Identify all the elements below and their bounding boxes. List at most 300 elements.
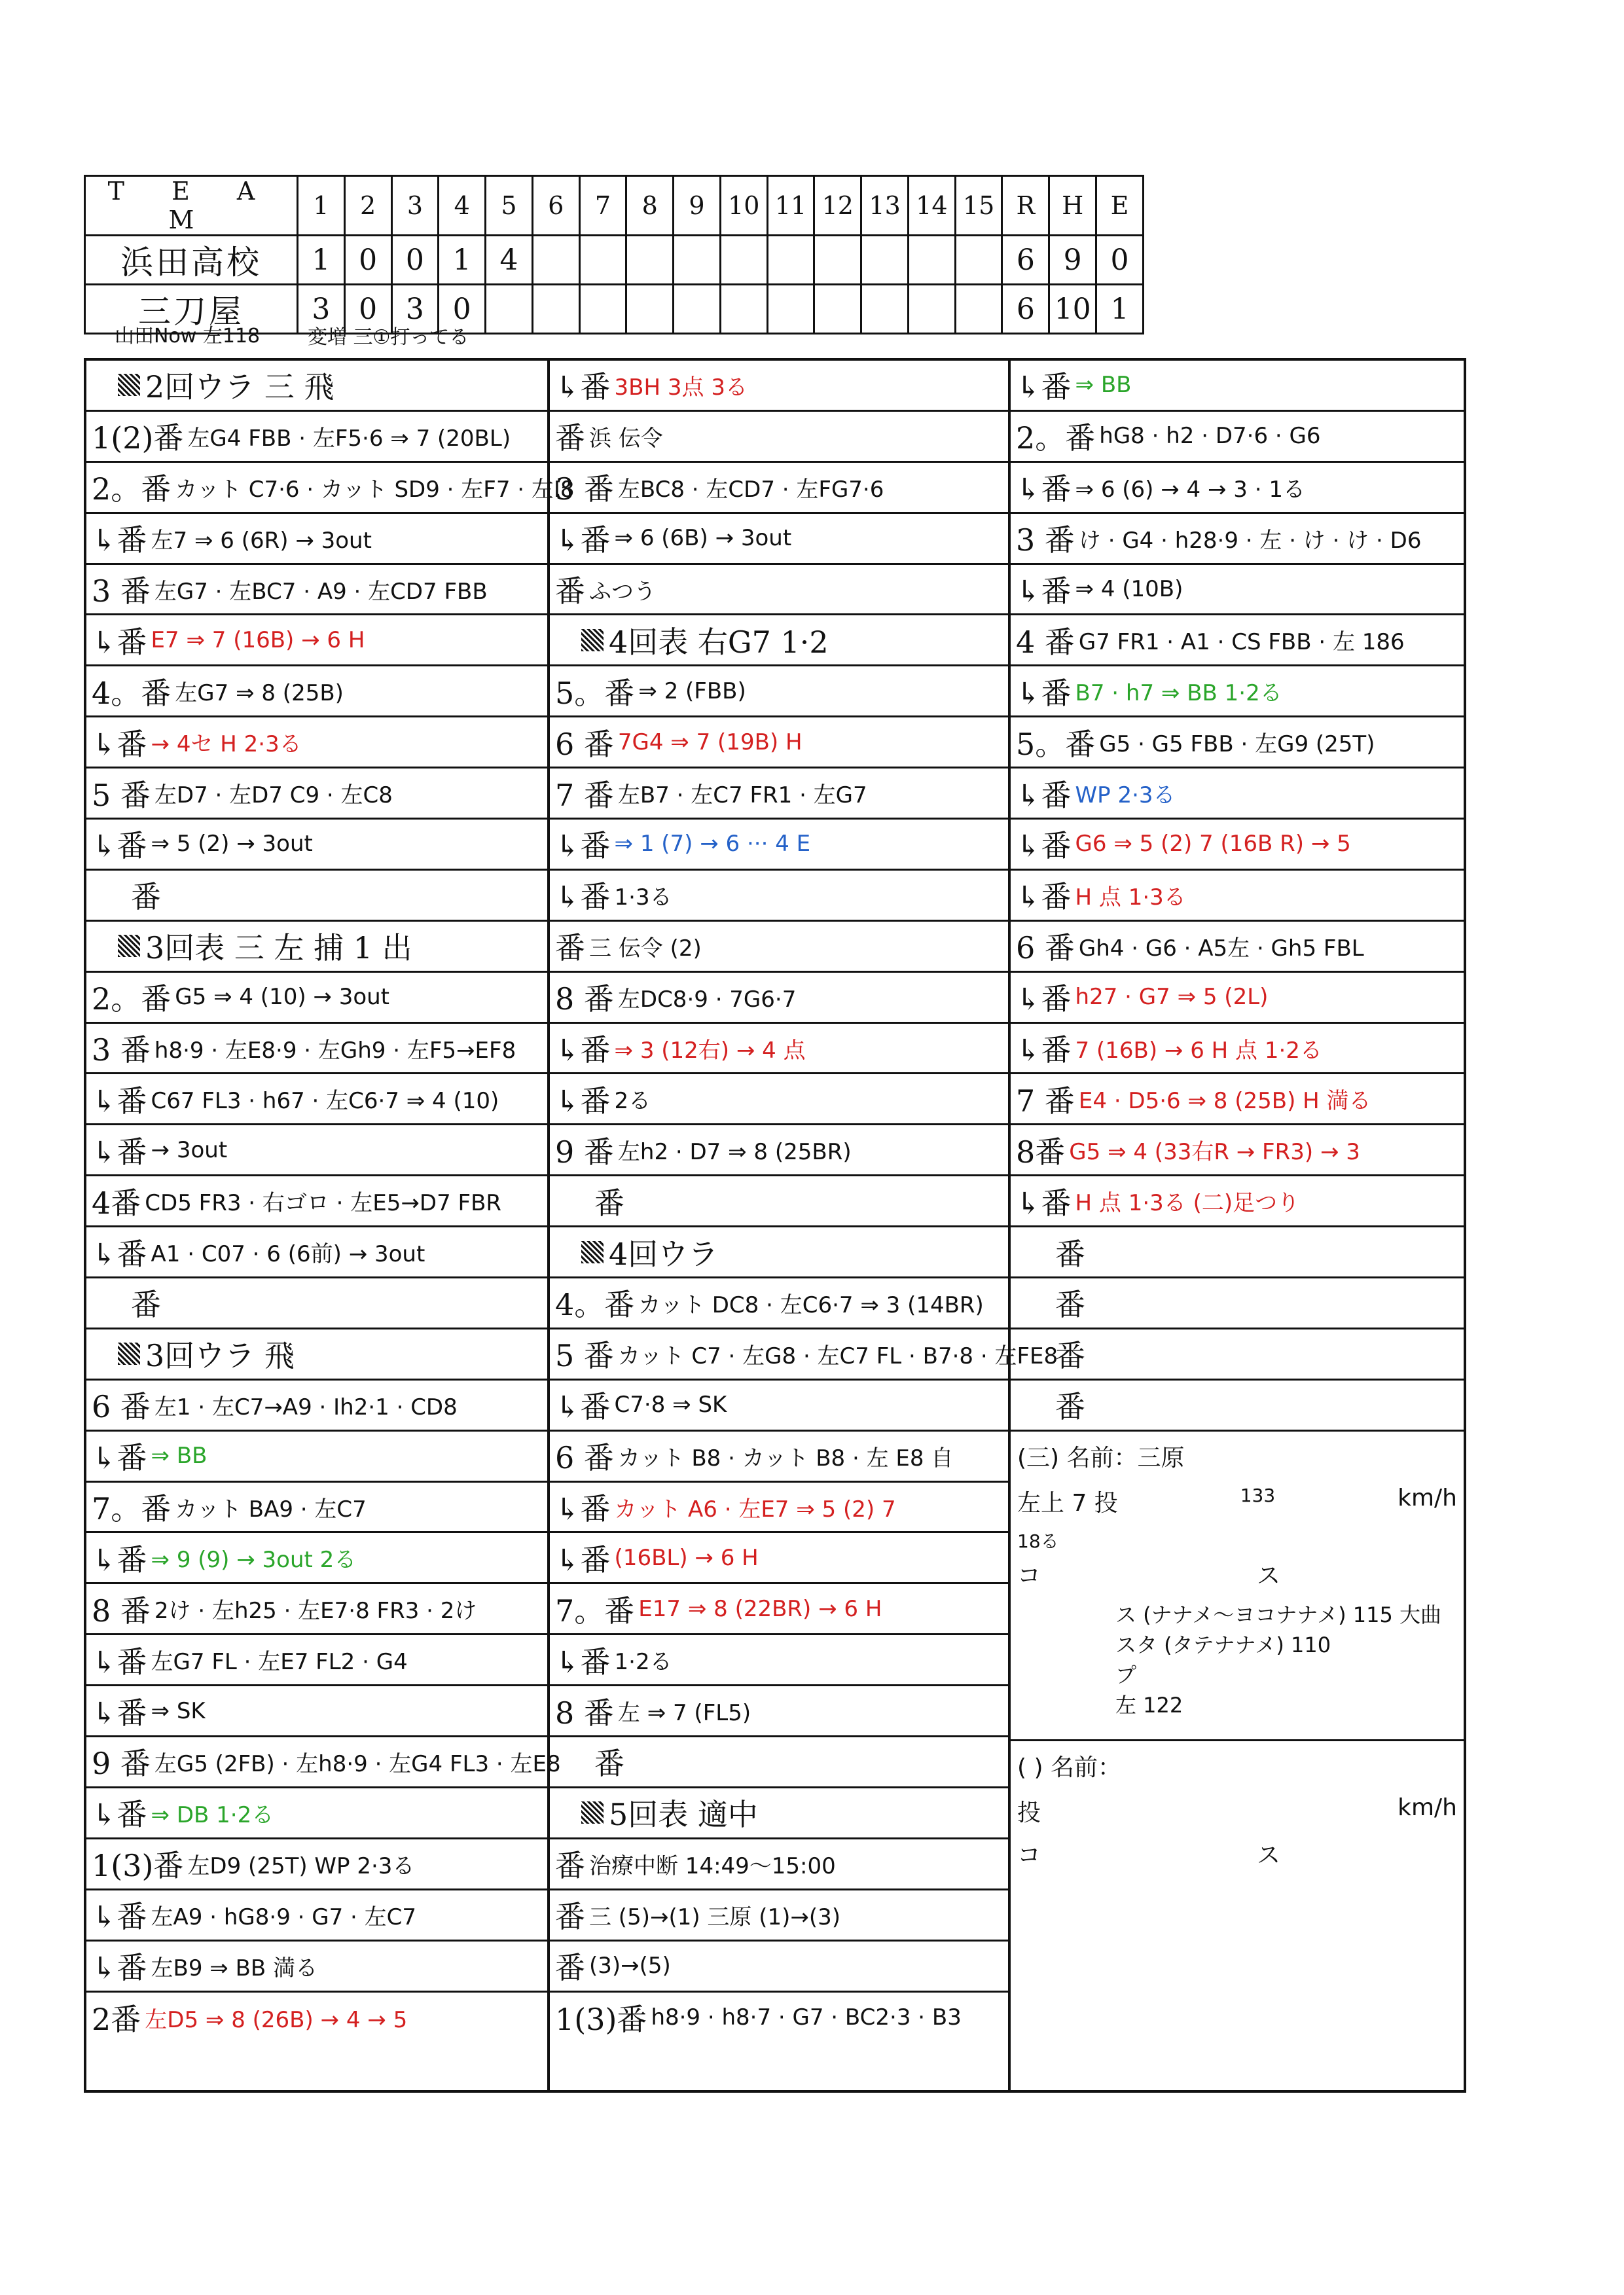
at-bat-row: [86, 514, 547, 565]
at-bat-row: [550, 412, 1008, 463]
at-bat-row: [86, 1839, 547, 1890]
batter-order: 1(3)番: [92, 1848, 184, 1884]
batter-order: 9 番: [555, 1134, 614, 1170]
batter-order: 6 番: [1016, 930, 1075, 966]
play-notation: A1 · C07 · 6 (6前) → 3out: [151, 1241, 425, 1268]
at-bat-row: [1011, 565, 1464, 616]
score-cell: [767, 285, 814, 334]
batter-order: 番: [594, 1746, 624, 1782]
at-bat-row: [550, 871, 1008, 922]
score-cell: [814, 236, 861, 285]
at-bat-row: [86, 1483, 547, 1534]
co-su-row: [1017, 1837, 1457, 1870]
play-notation: 左G7 FL · 左E7 FL2 · G4: [151, 1649, 408, 1676]
at-bat-row: [1011, 871, 1464, 922]
hatch-mark: [581, 629, 604, 651]
batter-order: ↳番: [555, 522, 611, 558]
batter-order: 3 番: [1016, 522, 1075, 558]
at-bat-row: [550, 1839, 1008, 1890]
play-notation: 左BC8 · 左CD7 · 左FG7·6: [617, 476, 884, 503]
control-label: コ: [1017, 1841, 1041, 1869]
at-bat-row: [1011, 922, 1464, 973]
inning-header: 8: [626, 176, 674, 236]
batter-order: 番: [1055, 1389, 1085, 1425]
play-notation: E4 · D5·6 ⇒ 8 (25B) H 満る: [1078, 1088, 1371, 1115]
pitch-row: [1017, 1485, 1457, 1518]
line-score-row: [85, 236, 1144, 285]
at-bat-row: [550, 666, 1008, 717]
speed-unit: km/h: [1398, 1794, 1457, 1821]
inning-header: [86, 922, 547, 973]
play-notation: 1·2る: [614, 1649, 672, 1676]
at-bat-row: [86, 565, 547, 616]
at-bat-row: [1011, 820, 1464, 871]
at-bat-row: [86, 666, 547, 717]
at-bat-row: [550, 1381, 1008, 1432]
play-notation: ⇒ 1 (7) → 6 ··· 4 E: [614, 831, 811, 858]
inning-header: 10: [720, 176, 767, 236]
at-bat-row: [86, 820, 547, 871]
inning-header: 3: [391, 176, 439, 236]
batter-order: ↳番: [92, 1695, 147, 1731]
batter-order: 番: [555, 573, 585, 609]
batter-order: 8 番: [555, 981, 614, 1017]
at-bat-row: [550, 1432, 1008, 1483]
hatch-mark: [118, 374, 140, 396]
at-bat-row: [86, 717, 547, 768]
column-3: [1008, 361, 1464, 2090]
control-label: コ: [1017, 1562, 1041, 1589]
batter-order: ↳番: [1016, 828, 1072, 864]
at-bat-row: [86, 1942, 547, 1993]
play-notation: 三 (5)→(1) 三原 (1)→(3): [589, 1904, 841, 1930]
at-bat-row: [550, 922, 1008, 973]
play-notation: 浜 伝令: [589, 425, 663, 452]
inning-header: 4: [439, 176, 486, 236]
speed-label: ス: [1257, 1562, 1281, 1589]
play-notation: 7G4 ⇒ 7 (19B) H: [617, 729, 803, 755]
at-bat-row: [1011, 1176, 1464, 1227]
score-cell: [955, 236, 1002, 285]
at-bat-row: [550, 1942, 1008, 1993]
at-bat-row: [1011, 412, 1464, 463]
pitch-type-line: スタ (タテナナメ) 110: [1115, 1632, 1331, 1657]
at-bat-row: [86, 1737, 561, 1788]
team-name: 浜田高校: [85, 236, 298, 285]
pitch-side: 投: [1017, 1799, 1041, 1826]
play-notation: ⇒ BB: [1075, 372, 1132, 399]
at-bat-row: [550, 1483, 1008, 1534]
batter-order: 7 番: [1016, 1083, 1075, 1119]
inning-header: 6: [532, 176, 579, 236]
at-bat-row: [86, 1278, 547, 1329]
pitch-count: 18る: [1017, 1530, 1059, 1552]
at-bat-row: [86, 1074, 547, 1125]
hatch-mark: [581, 1801, 604, 1824]
play-notation: ⇒ 3 (12右) → 4 点: [614, 1037, 806, 1064]
at-bat-row: [550, 1737, 1008, 1788]
batter-order: ↳番: [92, 1440, 147, 1476]
inning-header: 12: [814, 176, 861, 236]
at-bat-row: [1011, 514, 1464, 565]
batter-order: ↳番: [92, 1083, 147, 1119]
at-bat-row: [550, 1329, 1058, 1381]
batter-order: ↳番: [92, 624, 147, 660]
batter-order: 番: [1055, 1236, 1085, 1272]
at-bat-row: [1011, 1074, 1464, 1125]
play-notation: ⇒ SK: [151, 1697, 206, 1724]
at-bat-row: [86, 1125, 547, 1176]
inning-label: 4回表 右G7 1·2: [609, 624, 829, 660]
play-notation: ⇒ 4 (10B): [1075, 576, 1183, 602]
batter-order: 番: [555, 1950, 585, 1986]
pitch-speed: 133: [1240, 1484, 1276, 1506]
inning-header: 7: [579, 176, 626, 236]
score-cell: [486, 285, 533, 334]
at-bat-row: [86, 463, 575, 514]
play-notation: 左 ⇒ 7 (FL5): [617, 1700, 751, 1727]
score-cell: [626, 285, 674, 334]
score-cell: 6: [1002, 236, 1049, 285]
at-bat-row: [86, 1584, 547, 1635]
at-bat-row: [1011, 1381, 1464, 1432]
play-notation: 3BH 3点 3る: [614, 374, 748, 401]
batter-order: ↳番: [555, 1389, 611, 1425]
at-bat-row: [550, 1074, 1008, 1125]
play-notation: 左D9 (25T) WP 2·3る: [187, 1852, 415, 1879]
play-notation: ⇒ DB 1·2る: [151, 1801, 274, 1828]
at-bat-row: [86, 871, 547, 922]
play-notation: ⇒ 6 (6B) → 3out: [614, 525, 792, 552]
play-notation: カット C7 · 左G8 · 左C7 FL · B7·8 · 左FE8: [617, 1343, 1058, 1369]
score-cell: 3: [391, 285, 439, 334]
batter-order: 5 番: [92, 777, 151, 813]
play-notation: H 点 1·3る: [1075, 884, 1186, 911]
batter-order: ↳番: [92, 1899, 147, 1935]
pitcher-box: [1011, 1432, 1464, 1741]
batter-order: 番: [555, 1899, 585, 1935]
batter-order: 番: [555, 420, 585, 456]
batter-order: ↳番: [1016, 369, 1072, 405]
play-notation: E17 ⇒ 8 (22BR) → 6 H: [638, 1595, 882, 1622]
play-notation: G7 FR1 · A1 · CS FBB · 左 186: [1078, 629, 1405, 656]
batter-order: 番: [555, 1848, 585, 1884]
inning-label: 3回表 三 左 捕 1 出: [145, 930, 412, 966]
hatch-mark: [581, 1241, 604, 1263]
batter-order: 番: [1055, 1287, 1085, 1323]
batter-order: ↳番: [1016, 879, 1072, 915]
at-bat-row: [86, 1533, 547, 1584]
batter-order: ↳番: [1016, 777, 1072, 813]
at-bat-row: [1011, 615, 1464, 666]
batter-order: ↳番: [92, 1236, 147, 1272]
play-notation: 左D5 ⇒ 8 (26B) → 4 → 5: [145, 2006, 408, 2033]
batter-order: 番: [555, 930, 585, 966]
batter-order: ↳番: [92, 1797, 147, 1833]
play-notation: B7 · h7 ⇒ BB 1·2る: [1075, 680, 1282, 707]
play-notation: G6 ⇒ 5 (2) 7 (16B R) → 5: [1075, 831, 1351, 858]
at-bat-row: [86, 768, 547, 820]
inning-header: R: [1002, 176, 1049, 236]
inning-header: 9: [674, 176, 721, 236]
batter-order: 3 番: [92, 1032, 151, 1068]
score-cell: [861, 236, 909, 285]
team-name: 三刀屋: [85, 285, 298, 334]
play-notation: Gh4 · G6 · A5左 · Gh5 FBL: [1078, 935, 1364, 962]
play-notation: 左1 · 左C7→A9 · Ih2·1 · CD8: [154, 1394, 458, 1420]
batter-order: 8 番: [555, 1695, 614, 1731]
score-cell: [720, 236, 767, 285]
batter-order: ↳番: [555, 879, 611, 915]
play-notation: h27 · G7 ⇒ 5 (2L): [1075, 984, 1269, 1011]
at-bat-row: [1011, 768, 1464, 820]
play-notation: WP 2·3る: [1075, 782, 1176, 809]
batter-order: ↳番: [92, 1950, 147, 1986]
play-notation: 2る: [614, 1088, 651, 1115]
batter-order: 4。番: [555, 1287, 635, 1323]
at-bat-row: [86, 1788, 547, 1839]
batter-order: 7 番: [555, 777, 614, 813]
inning-header: 2: [344, 176, 391, 236]
score-cell: 0: [391, 236, 439, 285]
play-notation: ⇒ 6 (6) → 4 → 3 · 1る: [1075, 476, 1305, 503]
scoring-grid: [84, 358, 1466, 2093]
batter-order: 1(2)番: [92, 420, 184, 456]
at-bat-row: [86, 1890, 547, 1942]
batter-order: 8番: [1016, 1134, 1066, 1170]
play-notation: カット DC8 · 左C6·7 ⇒ 3 (14BR): [638, 1292, 984, 1318]
batter-order: 8 番: [92, 1593, 151, 1629]
pitch-row: [1017, 1794, 1457, 1828]
at-bat-row: [1011, 1227, 1464, 1278]
hatch-mark: [118, 1343, 140, 1365]
line-score-table: [84, 175, 1144, 334]
inning-header: 14: [908, 176, 955, 236]
play-notation: ⇒ BB: [151, 1443, 208, 1470]
play-notation: CD5 FR3 · 右ゴロ · 左E5→D7 FBR: [145, 1190, 502, 1217]
batter-order: ↳番: [555, 369, 611, 405]
batter-order: 5。番: [1016, 726, 1096, 762]
batter-order: 6 番: [92, 1389, 151, 1425]
batter-order: 番: [131, 879, 161, 915]
at-bat-row: [86, 1686, 547, 1737]
play-notation: 左G7 ⇒ 8 (25B): [175, 680, 344, 707]
at-bat-row: [1011, 1278, 1464, 1329]
play-notation: h8·9 · 左E8·9 · 左Gh9 · 左F5→EF8: [154, 1037, 516, 1064]
score-cell: 9: [1049, 236, 1096, 285]
at-bat-row: [550, 1125, 1008, 1176]
inning-label: 3回ウラ 飛: [145, 1338, 295, 1374]
play-notation: カット A6 · 左E7 ⇒ 5 (2) 7: [614, 1496, 896, 1523]
inning-header: [86, 1329, 547, 1381]
speed-unit: km/h: [1398, 1484, 1457, 1511]
batter-order: 2。番: [1016, 420, 1096, 456]
batter-order: 7。番: [92, 1491, 171, 1527]
play-notation: h8·9 · h8·7 · G7 · BC2·3 · B3: [651, 2004, 962, 2031]
batter-order: 4番: [92, 1185, 141, 1221]
at-bat-row: [550, 1635, 1008, 1686]
score-cell: [908, 236, 955, 285]
at-bat-row: [550, 1584, 1008, 1635]
play-notation: G5 · G5 FBB · 左G9 (25T): [1099, 731, 1375, 758]
score-cell: [720, 285, 767, 334]
batter-order: 7。番: [555, 1593, 635, 1629]
co-su-row: [1017, 1557, 1457, 1591]
inning-header: [550, 615, 1008, 666]
hatch-mark: [118, 935, 140, 957]
inning-header: [550, 1788, 1008, 1839]
at-bat-row: [1011, 463, 1464, 514]
batter-order: 番: [594, 1185, 624, 1221]
batter-order: ↳番: [92, 828, 147, 864]
play-notation: → 4セ H 2·3る: [151, 731, 302, 758]
score-cell: 1: [298, 236, 345, 285]
play-notation: 2け · 左h25 · 左E7·8 FR3 · 2け: [154, 1598, 477, 1625]
batter-order: ↳番: [1016, 1185, 1072, 1221]
score-cell: [532, 236, 579, 285]
score-cell: 1: [439, 236, 486, 285]
batter-order: ↳番: [555, 1644, 611, 1680]
play-notation: け · G4 · h28·9 · 左 · け · け · D6: [1078, 527, 1422, 554]
batter-order: ↳番: [1016, 981, 1072, 1017]
play-notation: 左G5 (2FB) · 左h8·9 · 左G4 FL3 · 左E8: [154, 1750, 561, 1777]
at-bat-row: [550, 1533, 1008, 1584]
pitch-type-line: プ: [1115, 1662, 1137, 1688]
batter-order: ↳番: [92, 522, 147, 558]
play-notation: 三 伝令 (2): [589, 935, 702, 962]
at-bat-row: [86, 615, 547, 666]
at-bat-row: [86, 1176, 547, 1227]
play-notation: ⇒ 5 (2) → 3out: [151, 831, 313, 858]
at-bat-row: [86, 1635, 547, 1686]
batter-order: ↳番: [555, 1032, 611, 1068]
team-header: T E A M: [85, 176, 298, 236]
play-notation: 左B7 · 左C7 FR1 · 左G7: [617, 782, 867, 809]
play-notation: G5 ⇒ 4 (10) → 3out: [175, 984, 390, 1011]
batter-order: ↳番: [92, 1644, 147, 1680]
at-bat-row: [86, 1227, 547, 1278]
batter-order: 番: [1055, 1338, 1085, 1374]
inning-label: 2回ウラ 三 飛: [145, 369, 334, 405]
score-cell: [674, 285, 721, 334]
batter-order: ↳番: [555, 828, 611, 864]
score-cell: [532, 285, 579, 334]
at-bat-row: [550, 1993, 1008, 2044]
pitcher-name: (三) 名前：三原: [1017, 1444, 1185, 1472]
play-notation: C67 FL3 · h67 · 左C6·7 ⇒ 4 (10): [151, 1088, 499, 1115]
batter-order: ↳番: [1016, 573, 1072, 609]
batter-order: 9 番: [92, 1746, 151, 1782]
play-notation: E7 ⇒ 7 (16B) → 6 H: [151, 626, 365, 653]
pitch-type-line: 左 122: [1115, 1692, 1183, 1718]
play-notation: 左G7 · 左BC7 · A9 · 左CD7 FBB: [154, 578, 488, 605]
play-notation: 左D7 · 左D7 C9 · 左C8: [154, 782, 393, 809]
play-notation: カット C7·6 · カット SD9 · 左F7 · 左I8: [175, 476, 575, 503]
at-bat-row: [550, 514, 1008, 565]
at-bat-row: [1011, 717, 1464, 768]
inning-header: 13: [861, 176, 909, 236]
play-notation: 左A9 · hG8·9 · G7 · 左C7: [151, 1904, 417, 1930]
batter-order: 2番: [92, 2002, 141, 2038]
inning-header: 5: [486, 176, 533, 236]
batter-order: ↳番: [555, 1491, 611, 1527]
score-cell: 0: [344, 285, 391, 334]
play-notation: hG8 · h2 · D7·6 · G6: [1099, 423, 1321, 450]
batter-order: ↳番: [92, 1134, 147, 1170]
score-cell: 0: [1096, 236, 1144, 285]
batter-order: 5。番: [555, 675, 635, 711]
at-bat-row: [86, 1432, 547, 1483]
score-cell: 0: [439, 285, 486, 334]
score-cell: [861, 285, 909, 334]
score-cell: [955, 285, 1002, 334]
speed-label: ス: [1257, 1841, 1281, 1869]
at-bat-row: [550, 463, 1008, 514]
line-score-header: [85, 176, 1144, 236]
batter-order: 番: [131, 1287, 161, 1323]
score-cell: [908, 285, 955, 334]
pitch-type-line: ス (ナナメ〜ヨコナナメ) 115 大曲: [1115, 1602, 1442, 1627]
score-cell: 0: [344, 236, 391, 285]
at-bat-row: [86, 1024, 547, 1075]
at-bat-row: [1011, 666, 1464, 717]
play-notation: → 3out: [151, 1136, 228, 1163]
inning-header: E: [1096, 176, 1144, 236]
score-cell: 1: [1096, 285, 1144, 334]
at-bat-row: [550, 1890, 1008, 1942]
at-bat-row: [1011, 1125, 1464, 1176]
at-bat-row: [1011, 1024, 1464, 1075]
at-bat-row: [550, 768, 1008, 820]
play-notation: G5 ⇒ 4 (33右R → FR3) → 3: [1069, 1139, 1360, 1166]
score-cell: [814, 285, 861, 334]
pitcher-name: ( ) 名前：: [1017, 1754, 1121, 1781]
score-cell: [626, 236, 674, 285]
score-cell: 3: [298, 285, 345, 334]
play-notation: 7 (16B) → 6 H 点 1·2る: [1075, 1037, 1322, 1064]
play-notation: カット BA9 · 左C7: [175, 1496, 367, 1523]
play-notation: H 点 1·3る (二)足つり: [1075, 1190, 1300, 1217]
at-bat-row: [86, 412, 547, 463]
at-bat-row: [550, 1278, 1008, 1329]
at-bat-row: [550, 1176, 1008, 1227]
batter-order: 5 番: [555, 1338, 614, 1374]
at-bat-row: [86, 973, 547, 1024]
note-right: 変増 三①打ってる: [308, 326, 469, 349]
batter-order: ↳番: [555, 1542, 611, 1578]
note-left: 山田Now 左118: [115, 325, 261, 348]
at-bat-row: [550, 820, 1008, 871]
score-cell: 4: [486, 236, 533, 285]
batter-order: 1(3)番: [555, 2002, 647, 2038]
score-cell: [674, 236, 721, 285]
play-notation: 治療中断 14:49〜15:00: [589, 1852, 836, 1879]
play-notation: ⇒ 9 (9) → 3out 2る: [151, 1547, 357, 1574]
batter-order: ↳番: [1016, 471, 1072, 507]
play-notation: 左B9 ⇒ BB 満る: [151, 1955, 318, 1981]
inning-header: [550, 1227, 1008, 1278]
play-notation: カット B8 · カット B8 · 左 E8 自: [617, 1445, 954, 1472]
inning-header: 15: [955, 176, 1002, 236]
at-bat-row: [550, 565, 1008, 616]
play-notation: 左7 ⇒ 6 (6R) → 3out: [151, 527, 372, 554]
at-bat-row: [1011, 361, 1464, 412]
inning-header: 1: [298, 176, 345, 236]
batter-order: ↳番: [1016, 1032, 1072, 1068]
at-bat-row: [550, 717, 1008, 768]
inning-header: [86, 361, 547, 412]
at-bat-row: [86, 1993, 547, 2044]
